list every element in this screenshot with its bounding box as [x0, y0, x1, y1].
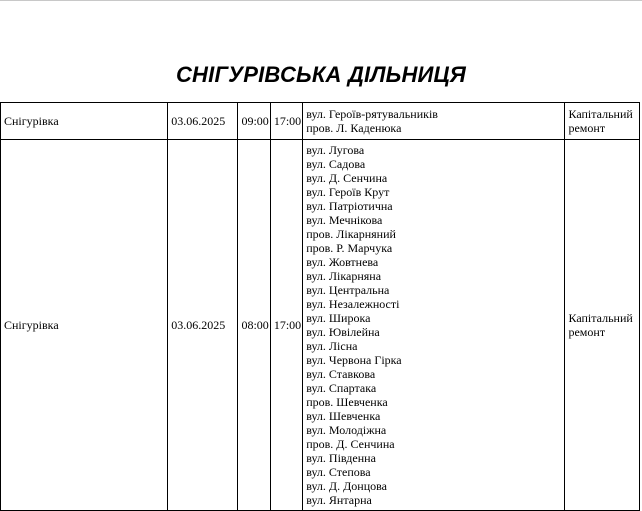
street-item: пров. Шевченка: [306, 395, 388, 409]
work-type-cell: [565, 103, 640, 140]
street-item: вул. Червона Гірка: [306, 353, 402, 367]
street-item: вул. Широка: [306, 311, 371, 325]
street-item: вул. Шевченка: [306, 409, 381, 423]
streets-cell: [303, 140, 565, 511]
street-item: пров. Р. Марчука: [306, 241, 393, 255]
start-time-cell: 09:00: [238, 103, 270, 140]
locality-cell: Снігурівка: [1, 140, 168, 511]
street-item: вул. Д. Донцова: [306, 479, 387, 493]
table-row: [1, 140, 640, 511]
end-time-cell: 17:00: [270, 140, 302, 511]
street-item: вул. Мечнікова: [306, 213, 383, 227]
locality-cell: Снігурівка: [1, 103, 168, 140]
street-item: вул. Садова: [306, 157, 366, 171]
street-item: вул. Південна: [306, 451, 376, 465]
street-item: пров. Д. Сенчина: [306, 437, 395, 451]
work-type-label: Капітальний ремонт: [568, 107, 633, 135]
street-item: вул. Центральна: [306, 283, 390, 297]
streets-cell: [303, 103, 565, 140]
street-item: вул. Ставкова: [306, 367, 376, 381]
street-item: пров. Лікарняний: [306, 227, 396, 241]
date-cell: 03.06.2025: [168, 103, 238, 140]
street-item: вул. Спартака: [306, 381, 377, 395]
date-cell: 03.06.2025: [168, 140, 238, 511]
street-item: вул. Д. Сенчина: [306, 171, 388, 185]
street-item: вул. Степова: [306, 465, 371, 479]
street-item: вул. Ювілейна: [306, 325, 380, 339]
street-item: пров. Л. Каденюка: [306, 121, 402, 135]
street-item: вул. Героїв Крут: [306, 185, 390, 199]
street-item: вул. Молодіжна: [306, 423, 387, 437]
end-time-cell: 17:00: [270, 103, 302, 140]
street-item: вул. Жовтнева: [306, 255, 379, 269]
street-item: вул. Лісна: [306, 339, 358, 353]
start-time-cell: 08:00: [238, 140, 270, 511]
street-item: вул. Лікарняна: [306, 269, 382, 283]
street-item: вул. Лугова: [306, 143, 365, 157]
table-row: [1, 103, 640, 140]
work-type-label: Капітальний ремонт: [568, 311, 633, 339]
street-item: вул. Янтарна: [306, 493, 372, 507]
street-item: вул. Патріотична: [306, 199, 393, 213]
outage-schedule-table: [0, 102, 640, 511]
top-divider: [0, 0, 642, 1]
work-type-cell: [565, 140, 640, 511]
page-title: СНІГУРІВСЬКА ДІЛЬНИЦЯ: [175, 62, 467, 87]
street-item: вул. Незалежності: [306, 297, 400, 311]
street-item: вул. Героїв-рятувальників: [306, 107, 438, 121]
